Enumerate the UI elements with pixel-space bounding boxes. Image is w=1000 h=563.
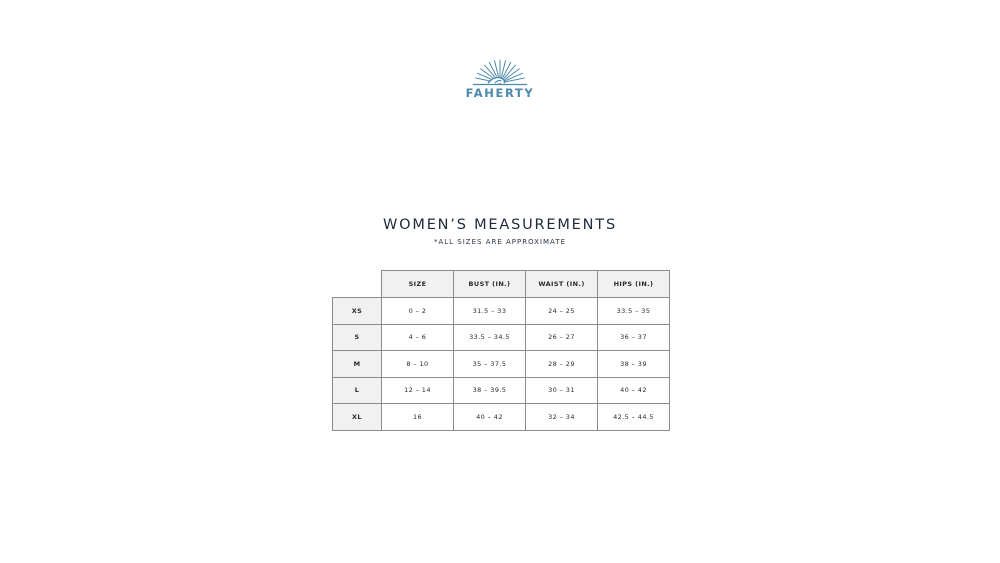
size-chart-table: [332, 270, 670, 431]
row-header: XL: [333, 404, 382, 431]
table-header-row: [333, 271, 670, 298]
table-cell: 16: [382, 404, 454, 431]
column-header-bust: BUST (IN.): [454, 271, 526, 298]
table-cell: 38 – 39.5: [454, 377, 526, 404]
table-cell: 4 – 6: [382, 324, 454, 351]
row-header: L: [333, 377, 382, 404]
table-cell: 8 – 10: [382, 351, 454, 378]
table-cell: 32 – 34: [526, 404, 598, 431]
table-cell: 28 – 29: [526, 351, 598, 378]
table-row: [333, 404, 670, 431]
table-cell: 36 – 37: [598, 324, 670, 351]
table-cell: 30 – 31: [526, 377, 598, 404]
table-row: [333, 298, 670, 325]
table-row: [333, 324, 670, 351]
table-cell: 31.5 – 33: [454, 298, 526, 325]
table-cell: 33.5 – 34.5: [454, 324, 526, 351]
table-cell: 0 – 2: [382, 298, 454, 325]
sunburst-wave-icon: [465, 56, 535, 90]
table-corner: [333, 271, 382, 298]
page-title: WOMEN’S MEASUREMENTS: [383, 217, 617, 233]
table-row: [333, 377, 670, 404]
row-header: M: [333, 351, 382, 378]
brand-logo: [465, 56, 535, 102]
table-cell: 42.5 – 44.5: [598, 404, 670, 431]
page-subtitle: *ALL SIZES ARE APPROXIMATE: [433, 238, 566, 246]
table-cell: 26 – 27: [526, 324, 598, 351]
row-header: S: [333, 324, 382, 351]
row-header: XS: [333, 298, 382, 325]
table-cell: 12 – 14: [382, 377, 454, 404]
table-cell: 40 – 42: [454, 404, 526, 431]
table-row: [333, 351, 670, 378]
column-header-hips: HIPS (IN.): [598, 271, 670, 298]
table-cell: 35 – 37.5: [454, 351, 526, 378]
column-header-size: SIZE: [382, 271, 454, 298]
table-cell: 40 – 42: [598, 377, 670, 404]
table-cell: 24 – 25: [526, 298, 598, 325]
table-cell: 38 – 39: [598, 351, 670, 378]
table-cell: 33.5 – 35: [598, 298, 670, 325]
column-header-waist: WAIST (IN.): [526, 271, 598, 298]
brand-wordmark: FAHERTY: [465, 86, 535, 100]
